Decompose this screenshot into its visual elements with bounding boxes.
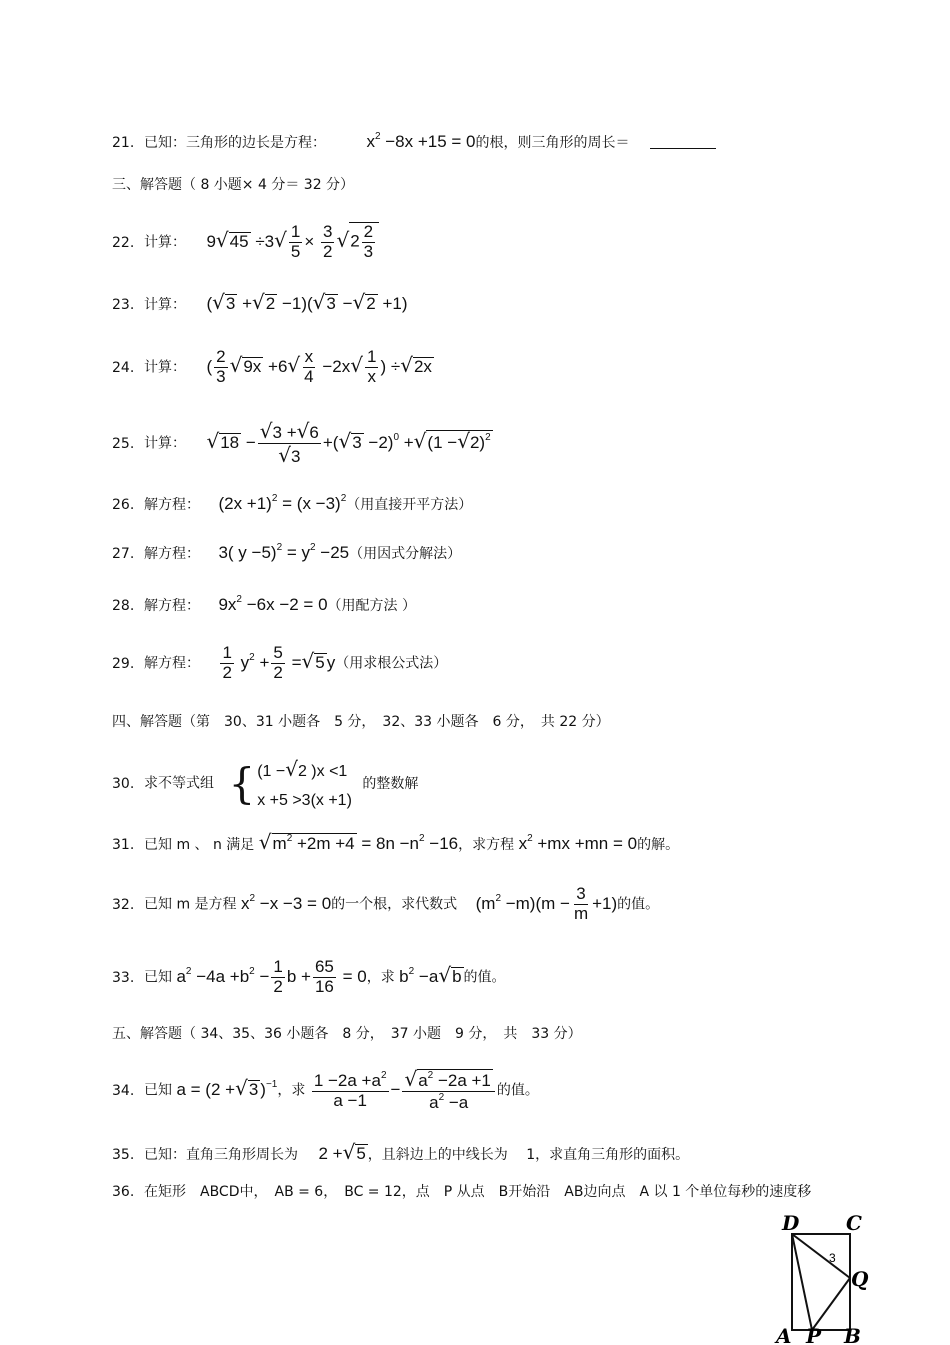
expression: √18 − $\frac{√3 +√6}{√3}$ $+(√3 -2)^0 +√(1 -√2)^2$ [206,419,491,467]
question-32 [112,885,659,923]
question-text-suffix: 的整数解 [362,775,419,792]
equation: $x^2 -x -3 = 0$ [241,892,332,913]
question-number: 33. [112,969,135,986]
question-text: 在矩形 ABCD中， AB = 6， BC = 12，点 P 从点 B开始沿 AB边向点 A 以 1 个单位每秒的速度移 [144,1184,812,1200]
rectangle-abcd [792,1234,850,1330]
question-text: 已知 m 、 n 满足 [144,837,255,853]
condition: $a^2 -4a +b^2$ − $\frac{1}{2}$ b + $\frac{65}{16}$ = 0 [176,957,367,996]
question-text-mid: ，求 [366,969,395,986]
equation: $9x^2 -6x -2 = 0$ [218,594,328,614]
vertex-label-c: C [846,1211,862,1235]
question-34 [112,1068,539,1112]
segment-pq [812,1278,850,1330]
question-text-mid: 的一个根，求代数式 [331,896,458,913]
question-text-suffix: 的值。 [463,969,506,986]
equation: $(2x +1)^2 = (x -3)^2$ [218,493,347,513]
method-note: （用配方法 ） [327,598,416,614]
segment-length-label: 3 [829,1251,836,1265]
question-27 [112,543,461,561]
perimeter-expression: 2 +√5 [318,1140,366,1164]
answer-blank [650,148,716,149]
question-35 [112,1142,689,1162]
question-29 [112,644,447,682]
question-number: 31. [112,837,135,853]
question-text-suffix: 的解。 [637,837,680,853]
question-33 [112,958,506,996]
expression: $b^2 -a√b$ [399,962,462,987]
question-23 [112,292,408,312]
segment-dp [792,1234,812,1330]
question-text-mid: ，求方程 [458,837,515,853]
question-text: 已知 [144,969,172,986]
question-number: 23. [112,297,135,313]
equation: 3( $y -5)^2 = y^2 -25$ [218,542,350,562]
question-number: 25. [112,435,135,452]
question-number: 32. [112,896,135,913]
question-label: 求不等式组 [144,775,214,792]
question-text: 已知 [144,1082,172,1099]
question-number: 26. [112,497,135,513]
section-header: 五、解答题（ 34、35、36 小题各 8 分， 37 小题 9 分， 共 33 分） [112,1026,582,1042]
question-text-mid: ，求 [277,1082,306,1099]
question-label: 解方程： [144,497,200,513]
expression: ( $\frac{2}{3}$ √9x +6√ $\frac{x}{4}$ −2x√ $\frac{1}{x}$ ) ÷√2x [206,347,432,386]
question-label: 解方程： [144,598,200,614]
question-text: 已知：直角三角形周长为 [144,1147,298,1163]
method-note: （用求根公式法） [335,655,448,672]
vertex-label-b: B [844,1324,861,1345]
question-25 [112,420,493,466]
question-24 [112,348,434,386]
question-number: 29. [112,655,135,672]
question-number: 24. [112,359,135,376]
question-text-suffix: ，且斜边上的中线长为 1，求直角三角形的面积。 [367,1147,690,1163]
question-31 [112,832,679,852]
expression: 9√45 ÷3√ $\frac{1}{5}$ × $\frac{3}{2}$ √2 $\frac{2}{3}$ [206,232,379,251]
point-label-p: P [806,1324,822,1345]
condition: $√m^2 +2m +4 = 8n -n^2 -16$ [258,830,459,854]
question-number: 28. [112,598,135,614]
question-22 [112,222,379,261]
vertex-label-a: A [776,1324,792,1345]
question-26 [112,494,472,512]
question-number: 34. [112,1082,135,1099]
question-number: 36. [112,1184,135,1200]
method-note: （用直接开平方法） [346,497,473,513]
question-label: 解方程： [144,655,200,672]
question-number: 30. [112,775,135,792]
question-label: 计算： [144,435,186,452]
inequality-system: { (1 −√2 )x <1 x +5 >3(x +1) [228,757,352,809]
point-label-q: Q [851,1267,869,1291]
question-text: 已知 m 是方程 [144,896,237,913]
question-label: 计算： [144,234,186,251]
expression: (√3 +√2 −1)(√3 −√2 +1) [206,290,408,314]
question-label: 计算： [144,359,186,376]
question-text-suffix: 的值。 [496,1082,539,1099]
question-number: 22. [112,234,135,251]
question-number: 27. [112,546,135,562]
expression: $\frac{1 -2a +a^2}{a -1}$ − $\frac{√a^2 -2a +1}{a^2 -a}$ [310,1080,497,1099]
question-21 [112,132,716,150]
condition: a = (2 +√3 )$^{-1}$ [176,1075,278,1100]
question-text-suffix: 的根，则三角形的周长＝ [475,135,630,151]
question-text-suffix: 的值。 [617,896,660,913]
question-30 [112,752,418,815]
section-header: 四、解答题（第 30、31 小题各 5 分， 32、33 小题各 6 分， 共 22 分） [112,714,610,730]
equation: $x^2 -8x +15 = 0$ [366,131,476,151]
equation: $\frac{1}{2}$ $y^2$ + $\frac{5}{2}$ =√5 y [222,643,336,682]
expression: $(m^2 -m)(m$ − $\frac{3}{m}$ +1) [475,884,618,923]
section-header: 三、解答题（ 8 小题× 4 分＝ 32 分） [112,177,355,193]
method-note: （用因式分解法） [349,546,462,562]
question-36 [112,1185,811,1199]
vertex-label-d: D [782,1211,800,1235]
question-text: 已知：三角形的边长是方程： [144,135,326,151]
question-label: 计算： [144,297,186,313]
question-number: 35. [112,1147,135,1163]
question-number: 21. [112,135,135,151]
question-label: 解方程： [144,546,200,562]
rectangle-figure [774,1210,874,1345]
question-28 [112,595,416,613]
equation: $x^2 +mx +mn = 0$ [518,833,638,853]
